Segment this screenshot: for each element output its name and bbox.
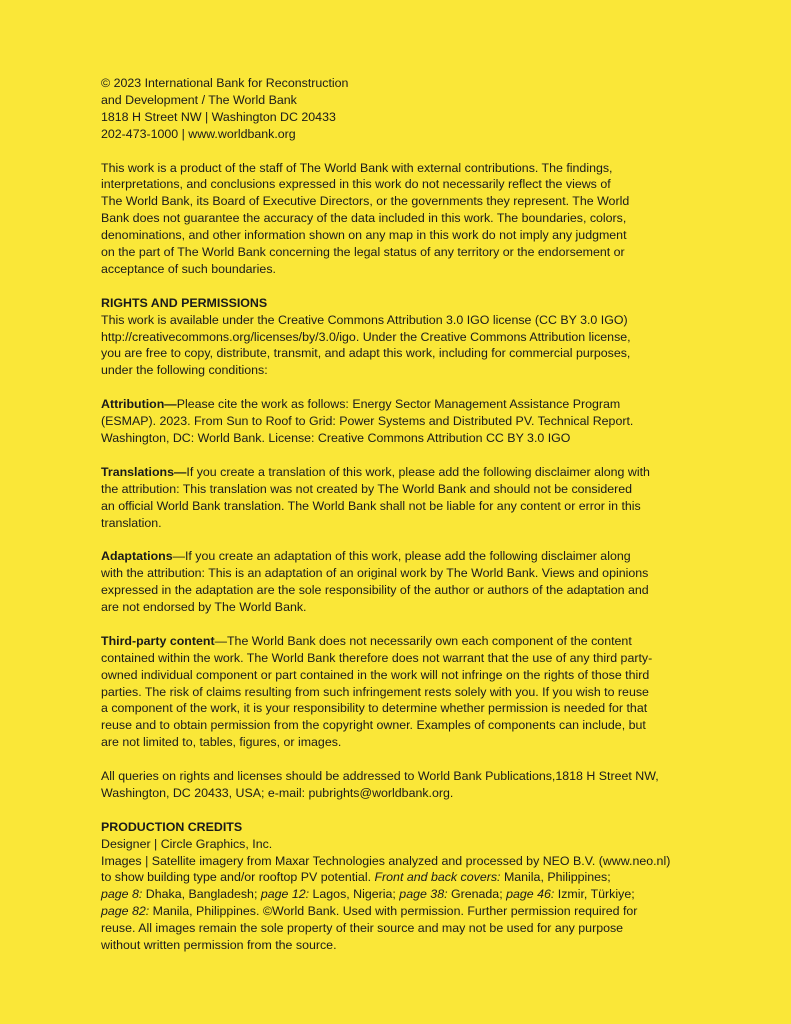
third-party-text: —The World Bank does not necessarily own each component of the content xyxy=(214,633,632,648)
credit-text: Izmir, Türkiye; xyxy=(554,887,635,902)
rights-line: under the following conditions: xyxy=(101,363,268,378)
rights-line: This work is available under the Creative Commons Attribution 3.0 IGO license (CC BY 3.0 IGO) xyxy=(101,312,628,327)
disclaimer-line: Bank does not guarantee the accuracy of the data included in this work. The boundaries, colors, xyxy=(101,211,627,226)
third-party-line: parties. The risk of claims resulting from such infringement rests solely with you. If you wish to reuse xyxy=(101,684,649,699)
copyright-line: © 2023 International Bank for Reconstruction xyxy=(101,76,349,90)
credit-text: Lagos, Nigeria; xyxy=(309,887,400,902)
images-credit-line: reuse. All images remain the sole property of their source and may not be used for any purpose xyxy=(101,921,624,936)
copyright-block xyxy=(101,75,683,143)
credit-page-ref: page 38: xyxy=(399,887,448,902)
credit-text: Manila, Philippines; xyxy=(500,870,611,885)
translations-line: an official World Bank translation. The World Bank shall not be liable for any content or error in this xyxy=(101,498,641,513)
address-line: 1818 H Street NW | Washington DC 20433 xyxy=(101,109,336,124)
disclaimer-line: interpretations, and conclusions expressed in this work do not necessarily reflect the views of xyxy=(101,177,611,192)
adaptations-line: are not endorsed by The World Bank. xyxy=(101,600,307,615)
copyright-page-content xyxy=(101,75,683,971)
attribution-first-line xyxy=(101,396,683,413)
adaptations-text: —If you create an adaptation of this work, please add the following disclaimer along xyxy=(172,549,631,564)
credit-text: Grenada; xyxy=(447,887,507,902)
attribution-line: (ESMAP). 2023. From Sun to Roof to Grid: Power Systems and Distributed PV. Technical Report. xyxy=(101,414,634,429)
phone-website-line: 202-473-1000 | www.worldbank.org xyxy=(101,126,296,141)
attribution-text: Please cite the work as follows: Energy Sector Management Assistance Program xyxy=(176,397,621,412)
attribution-label: Attribution— xyxy=(101,397,177,412)
disclaimer-paragraph xyxy=(101,160,683,278)
disclaimer-line: This work is a product of the staff of The World Bank with external contributions. The findings, xyxy=(101,160,613,175)
translations-text: If you create a translation of this work, please add the following disclaimer along with xyxy=(186,464,650,479)
third-party-first-line xyxy=(101,633,683,650)
translations-line: the attribution: This translation was not created by The World Bank and should not be considered xyxy=(101,481,633,496)
translations-first-line xyxy=(101,464,683,481)
credit-page-ref: page 82: xyxy=(101,904,150,919)
third-party-label: Third-party content xyxy=(101,633,215,648)
queries-paragraph xyxy=(101,768,683,802)
adaptations-line: expressed in the adaptation are the sole responsibility of the author or authors of the adaptation and xyxy=(101,583,649,598)
adaptations-first-line xyxy=(101,548,683,565)
credit-text: Manila, Philippines. ©World Bank. Used with permission. Further permission required for xyxy=(149,904,638,919)
images-credit-line xyxy=(101,869,683,886)
third-party-line: a component of the work, it is your responsibility to determine whether permission is needed for that xyxy=(101,701,648,716)
third-party-paragraph xyxy=(101,633,683,751)
images-credit-line: without written permission from the source. xyxy=(101,938,337,953)
credit-page-ref: page 8: xyxy=(101,887,143,902)
translations-label: Translations— xyxy=(101,464,187,479)
rights-section xyxy=(101,295,683,380)
credit-page-ref: Front and back covers: xyxy=(374,870,501,885)
designer-credit: Designer | Circle Graphics, Inc. xyxy=(101,836,273,851)
credit-text: Dhaka, Bangladesh; xyxy=(142,887,261,902)
queries-line: All queries on rights and licenses should be addressed to World Bank Publications,1818 H Street NW, xyxy=(101,769,659,784)
disclaimer-line: The World Bank, its Board of Executive Directors, or the governments they represent. The World xyxy=(101,194,630,209)
queries-line: Washington, DC 20433, USA; e-mail: pubrights@worldbank.org. xyxy=(101,785,454,800)
disclaimer-line: denominations, and other information shown on any map in this work do not imply any judgment xyxy=(101,228,627,243)
adaptations-line: with the attribution: This is an adaptation of an original work by The World Bank. Views and opinions xyxy=(101,566,649,581)
images-credit-line: Images | Satellite imagery from Maxar Technologies analyzed and processed by NEO B.V. (www.neo.nl) xyxy=(101,853,671,868)
translations-paragraph xyxy=(101,464,683,532)
third-party-line: are not limited to, tables, figures, or images. xyxy=(101,735,342,750)
attribution-line: Washington, DC: World Bank. License: Creative Commons Attribution CC BY 3.0 IGO xyxy=(101,430,571,445)
rights-heading: RIGHTS AND PERMISSIONS xyxy=(101,295,268,310)
credit-page-ref: page 46: xyxy=(506,887,555,902)
credits-section xyxy=(101,819,683,954)
credit-page-ref: page 12: xyxy=(260,887,310,902)
translations-line: translation. xyxy=(101,515,162,530)
attribution-paragraph xyxy=(101,396,683,447)
images-credit-line xyxy=(101,886,683,903)
disclaimer-line: on the part of The World Bank concerning the legal status of any territory or the endorsement or xyxy=(101,245,625,260)
credit-text: to show building type and/or rooftop PV potential. xyxy=(101,870,375,885)
disclaimer-line: acceptance of such boundaries. xyxy=(101,261,276,276)
third-party-line: owned individual component or part contained in the work will not infringe on the rights of those third xyxy=(101,667,650,682)
adaptations-paragraph xyxy=(101,548,683,616)
images-credit-line xyxy=(101,903,683,920)
third-party-line: contained within the work. The World Bank therefore does not warrant that the use of any third party- xyxy=(101,650,653,665)
rights-line: http://creativecommons.org/licenses/by/3.0/igo. Under the Creative Commons Attribution license, xyxy=(101,329,631,344)
third-party-line: reuse and to obtain permission from the copyright owner. Examples of components can include, but xyxy=(101,718,646,733)
credits-heading: PRODUCTION CREDITS xyxy=(101,819,243,834)
rights-line: you are free to copy, distribute, transmit, and adapt this work, including for commercial purposes, xyxy=(101,346,631,361)
copyright-line: and Development / The World Bank xyxy=(101,92,297,107)
adaptations-label: Adaptations xyxy=(101,549,173,564)
